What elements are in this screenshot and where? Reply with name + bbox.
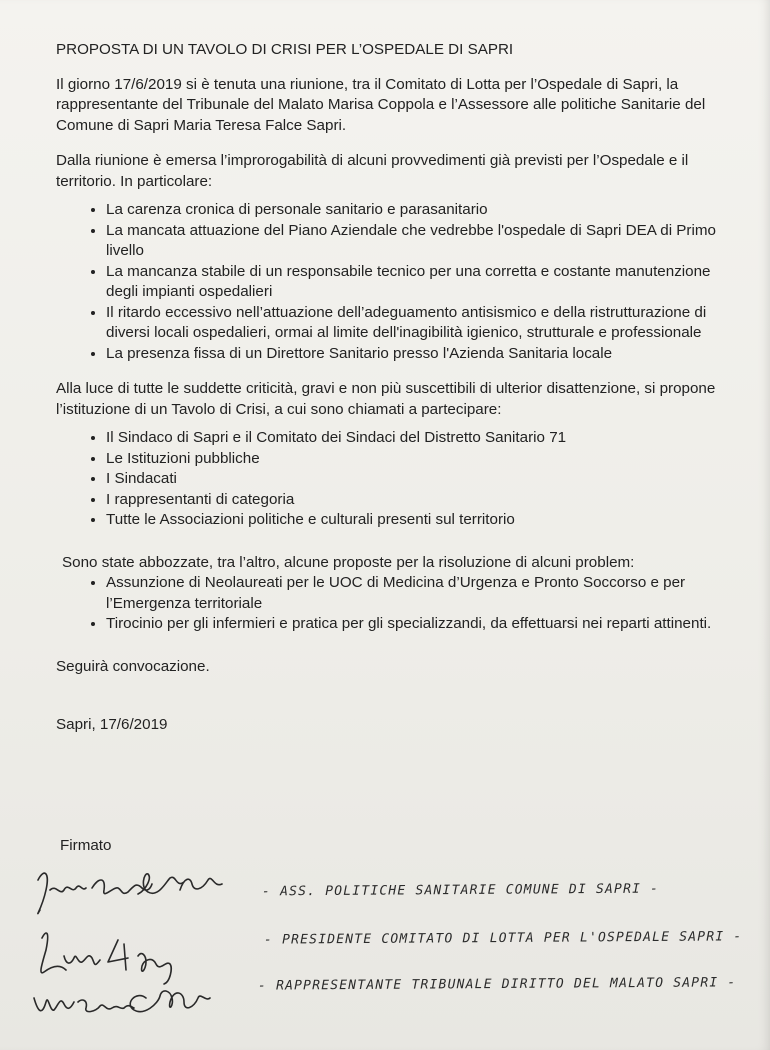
emerged-paragraph: Dalla riunione è emersa l’improrogabilità di alcuni provvedimenti già previsti per l’Ospedale e il territorio. In particolare: [56, 152, 689, 190]
intro-paragraph: Il giorno 17/6/2019 si è tenuta una riunione, tra il Comitato di Lotta per l’Ospedale di Sapri, la rappresentante del Tribunale del Malato Marisa Coppola e l’Assessore alle politiche Sanitarie del Comune di Sapri Maria Teresa Falce Sapri. [56, 75, 706, 134]
list-item: • Tirocinio per gli infermieri e pratica per gli specializzandi, da effettuarsi nei reparti attinenti. [106, 614, 736, 635]
signatory-role-1: - ASS. POLITICHE SANITARIE COMUNE DI SAPRI - [261, 881, 660, 900]
follow-up-text: Seguirà convocazione. [56, 657, 210, 675]
handwritten-signatures-icon [20, 860, 260, 1035]
list-item: • La presenza fissa di un Direttore Sanitario presso l'Azienda Sanitaria locale [106, 344, 736, 365]
list-item: • I Sindacati [106, 469, 736, 490]
place-date: Sapri, 17/6/2019 [56, 716, 168, 733]
list-item: • Il Sindaco di Sapri e il Comitato dei Sindaci del Distretto Sanitario 71 [106, 428, 736, 449]
list-item: • Il ritardo eccessivo nell’attuazione dell’adeguamento antisismico e della ristrutturazione di diversi locali ospedalieri, ormai al limite dell'inagibilità igienico, strutturale e professionale [106, 303, 736, 344]
list-item: • La carenza cronica di personale sanitario e parasanitario [106, 200, 736, 221]
issues-list [56, 200, 736, 364]
list-item: • La mancanza stabile di un responsabile tecnico per una corretta e costante manutenzione degli impianti ospedalieri [106, 262, 736, 303]
signatory-role-2: - PRESIDENTE COMITATO DI LOTTA PER L'OSPEDALE SAPRI - [263, 929, 743, 948]
signatory-role-3: - RAPPRESENTANTE TRIBUNALE DIRITTO DEL MALATO SAPRI - [257, 975, 737, 994]
list-item: • La mancata attuazione del Piano Aziendale che vedrebbe l'ospedale di Sapri DEA di Primo livello [106, 221, 736, 262]
drafted-paragraph: Sono state abbozzate, tra l’altro, alcune proposte per la risoluzione di alcuni problem: [62, 553, 635, 571]
proposal-paragraph: Alla luce di tutte le suddette criticità, gravi e non più suscettibili di ulterior disattenzione, si propone l’istituzione di un Tavolo di Crisi, a cui sono chiamati a partecipare: [56, 380, 716, 418]
list-item: • Le Istituzioni pubbliche [106, 449, 736, 470]
list-item: • Assunzione di Neolaureati per le UOC di Medicina d’Urgenza e Pronto Soccorso e per l’Emergenza territoriale [106, 573, 736, 614]
signed-label: Firmato [60, 837, 112, 854]
signature-block [0, 830, 770, 1030]
list-item: • Tutte le Associazioni politiche e culturali presenti sul territorio [106, 510, 736, 531]
document-body [56, 40, 736, 751]
document-title: PROPOSTA DI UN TAVOLO DI CRISI PER L’OSPEDALE DI SAPRI [56, 41, 514, 58]
proposals-list [56, 573, 736, 635]
participants-list [56, 428, 736, 531]
list-item: • I rappresentanti di categoria [106, 490, 736, 511]
